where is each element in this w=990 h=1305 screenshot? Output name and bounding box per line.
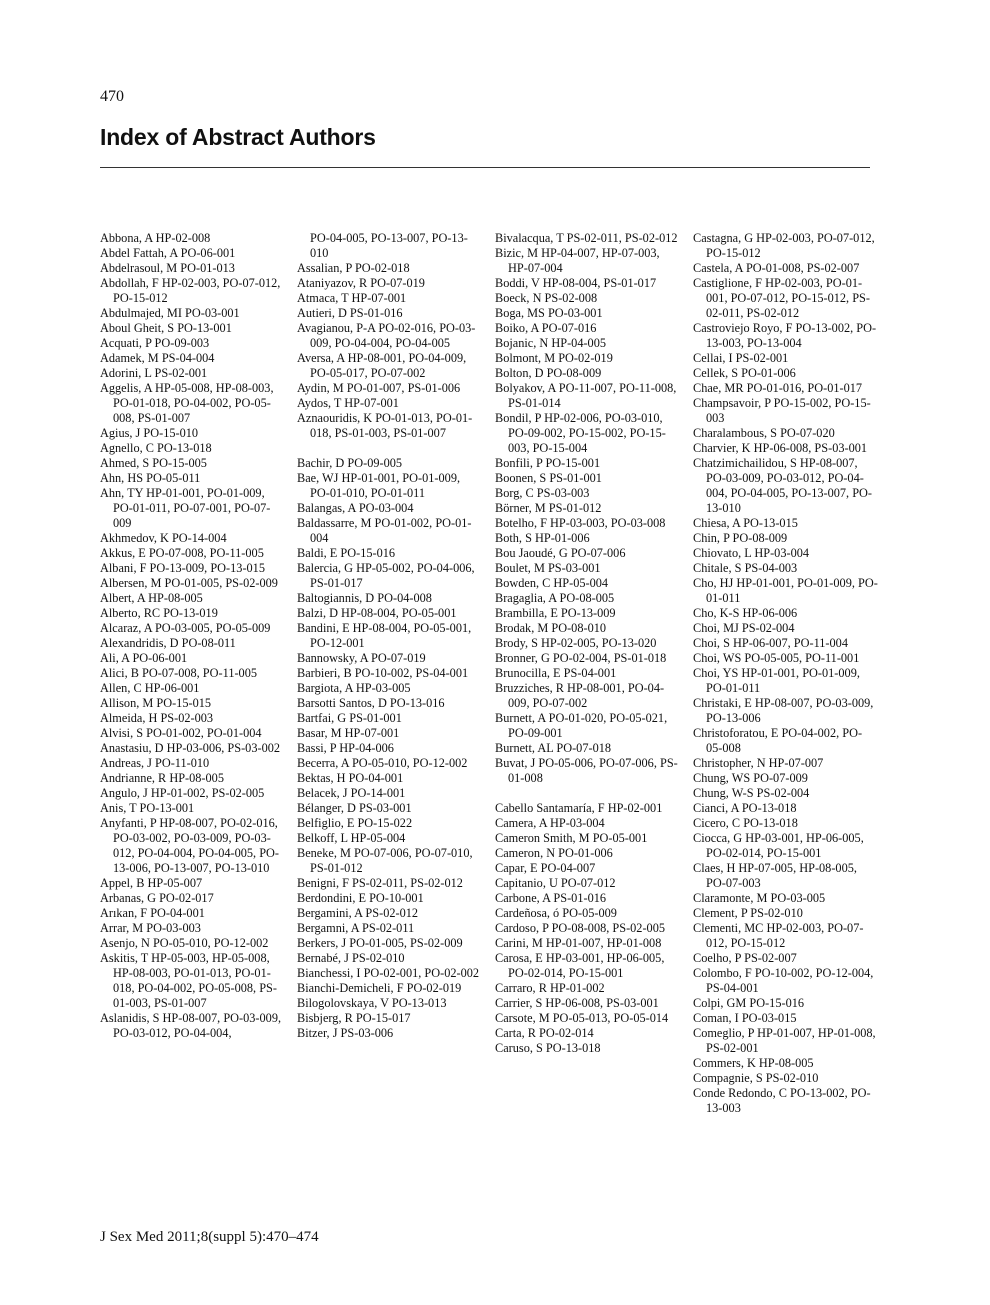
page-title: Index of Abstract Authors [100, 124, 376, 150]
index-entry: Capitanio, U PO-07-012 [495, 876, 616, 890]
index-entry: Cardeñosa, ó PO-05-009 [495, 906, 617, 920]
index-entry: Castela, A PO-01-008, PS-02-007 [693, 261, 860, 275]
index-entry: Boiko, A PO-07-016 [495, 321, 597, 335]
index-entry: Belacek, J PO-14-001 [297, 786, 406, 800]
index-entry: Bélanger, D PS-03-001 [297, 801, 412, 815]
index-entry: Chitale, S PS-04-003 [693, 561, 798, 575]
index-entry: Asenjo, N PO-05-010, PO-12-002 [100, 936, 269, 950]
index-entry: Castroviejo Royo, F PO-13-002, PO-13-003, PO-13-004 [693, 321, 877, 350]
index-entry: Carini, M HP-01-007, HP-01-008 [495, 936, 662, 950]
index-entry: Charalambous, S PO-07-020 [693, 426, 835, 440]
index-entry: Alvisi, S PO-01-002, PO-01-004 [100, 726, 262, 740]
index-entry: Cameron Smith, M PO-05-001 [495, 831, 648, 845]
index-entry: Aydos, T HP-07-001 [297, 396, 399, 410]
index-entry: Abdollah, F HP-02-003, PO-07-012, PO-15-012 [100, 276, 281, 305]
index-entry: Baldi, E PO-15-016 [297, 546, 396, 560]
index-entry: Commers, K HP-08-005 [693, 1056, 814, 1070]
index-entry: Almeida, H PS-02-003 [100, 711, 214, 725]
index-entry: Chiovato, L HP-03-004 [693, 546, 810, 560]
index-entry: Adorini, L PS-02-001 [100, 366, 208, 380]
index-entry: Albani, F PO-13-009, PO-13-015 [100, 561, 265, 575]
index-entry: Claes, H HP-07-005, HP-08-005, PO-07-003 [693, 861, 857, 890]
index-entry: Anyfanti, P HP-08-007, PO-02-016, PO-03-002, PO-03-009, PO-03-012, PO-04-004, PO-04-005, PO-13-006, PO-13-007, PO-13-010 [100, 816, 280, 875]
index-entry: Abdulmajed, MI PO-03-001 [100, 306, 240, 320]
index-entry: Angulo, J HP-01-002, PS-02-005 [100, 786, 265, 800]
index-entry: Baldassarre, M PO-01-002, PO-01-004 [297, 516, 472, 545]
index-entry: Ahmed, S PO-15-005 [100, 456, 207, 470]
index-entry: Barsotti Santos, D PO-13-016 [297, 696, 445, 710]
index-column-2 [297, 231, 482, 1041]
index-entry: Burnett, A PO-01-020, PO-05-021, PO-09-001 [495, 711, 668, 740]
index-entry: Bowden, C HP-05-004 [495, 576, 609, 590]
page-number: 470 [100, 88, 124, 105]
index-entry: Cho, K-S HP-06-006 [693, 606, 798, 620]
index-entry: Boeck, N PS-02-008 [495, 291, 598, 305]
index-entry: Aznaouridis, K PO-01-013, PO-01-018, PS-01-003, PS-01-007 [297, 411, 473, 440]
index-entry: Caruso, S PO-13-018 [495, 1041, 601, 1055]
index-entry: Alici, B PO-07-008, PO-11-005 [100, 666, 258, 680]
index-entry: Buvat, J PO-05-006, PO-07-006, PS-01-008 [495, 756, 678, 785]
index-entry: Comeglio, P HP-01-007, HP-01-008, PS-02-001 [693, 1026, 876, 1055]
index-entry: Colombo, F PO-10-002, PO-12-004, PS-04-001 [693, 966, 874, 995]
index-entry: Allen, C HP-06-001 [100, 681, 200, 695]
index-entry: Bianchessi, I PO-02-001, PO-02-002 [297, 966, 480, 980]
index-entry: Abbona, A HP-02-008 [100, 231, 211, 245]
index-entry: Burnett, AL PO-07-018 [495, 741, 612, 755]
index-entry: Bernabé, J PS-02-010 [297, 951, 405, 965]
index-entry: Akhmedov, K PO-14-004 [100, 531, 227, 545]
index-entry: Boddi, V HP-08-004, PS-01-017 [495, 276, 657, 290]
index-entry: Coman, I PO-03-015 [693, 1011, 797, 1025]
index-entry: Cho, HJ HP-01-001, PO-01-009, PO-01-011 [693, 576, 878, 605]
index-entry: Berkers, J PO-01-005, PS-02-009 [297, 936, 463, 950]
index-entry: Andrianne, R HP-08-005 [100, 771, 224, 785]
index-entry: Albersen, M PO-01-005, PS-02-009 [100, 576, 278, 590]
index-entry: Christoforatou, E PO-04-002, PO-05-008 [693, 726, 863, 755]
index-entry: Cardoso, P PO-08-008, PS-02-005 [495, 921, 666, 935]
index-entry: Agius, J PO-15-010 [100, 426, 199, 440]
index-entry: Chae, MR PO-01-016, PO-01-017 [693, 381, 863, 395]
index-entry: Bachir, D PO-09-005 [297, 456, 403, 470]
index-entry: Castiglione, F HP-02-003, PO-01-001, PO-07-012, PO-15-012, PS-02-011, PS-02-012 [693, 276, 870, 320]
index-entry: Bassi, P HP-04-006 [297, 741, 394, 755]
index-entry: Carrier, S HP-06-008, PS-03-001 [495, 996, 659, 1010]
index-entry: Carsote, M PO-05-013, PO-05-014 [495, 1011, 669, 1025]
index-entry: Anastasiu, D HP-03-006, PS-03-002 [100, 741, 281, 755]
index-entry: Anis, T PO-13-001 [100, 801, 195, 815]
index-entry: PO-04-005, PO-13-007, PO-13-010 [310, 231, 468, 260]
index-entry: Bannowsky, A PO-07-019 [297, 651, 426, 665]
index-entry: Choi, MJ PS-02-004 [693, 621, 795, 635]
index-entry: Choi, WS PO-05-005, PO-11-001 [693, 651, 860, 665]
index-entry: Aboul Gheit, S PO-13-001 [100, 321, 232, 335]
index-entry: Bergamni, A PS-02-011 [297, 921, 415, 935]
index-entry: Bargiota, A HP-03-005 [297, 681, 411, 695]
index-entry: Chin, P PO-08-009 [693, 531, 788, 545]
index-entry: Baltogiannis, D PO-04-008 [297, 591, 432, 605]
index-entry: Bolyakov, A PO-11-007, PO-11-008, PS-01-014 [495, 381, 677, 410]
index-entry: Castagna, G HP-02-003, PO-07-012, PO-15-012 [693, 231, 875, 260]
index-entry: Choi, S HP-06-007, PO-11-004 [693, 636, 848, 650]
index-entry: Boonen, S PS-01-001 [495, 471, 602, 485]
index-entry: Borg, C PS-03-003 [495, 486, 590, 500]
index-entry: Brunocilla, E PS-04-001 [495, 666, 617, 680]
index-entry: Albert, A HP-08-005 [100, 591, 203, 605]
index-entry: Bondil, P HP-02-006, PO-03-010, PO-09-002, PO-15-002, PO-15-003, PO-15-004 [495, 411, 666, 455]
index-entry: Belfiglio, E PO-15-022 [297, 816, 413, 830]
index-entry: Bandini, E HP-08-004, PO-05-001, PO-12-001 [297, 621, 472, 650]
index-entry: Avagianou, P-A PO-02-016, PO-03-009, PO-04-004, PO-04-005 [297, 321, 476, 350]
index-entry: Camera, A HP-03-004 [495, 816, 605, 830]
index-entry: Bitzer, J PS-03-006 [297, 1026, 394, 1040]
index-entry: Ciocca, G HP-03-001, HP-06-005, PO-02-014, PO-15-001 [693, 831, 864, 860]
index-entry: Cicero, C PO-13-018 [693, 816, 798, 830]
index-column-4 [693, 231, 878, 1116]
index-entry: Atmaca, T HP-07-001 [297, 291, 407, 305]
index-entry: Carta, R PO-02-014 [495, 1026, 594, 1040]
index-entry: Bartfai, G PS-01-001 [297, 711, 402, 725]
index-entry: Colpi, GM PO-15-016 [693, 996, 805, 1010]
index-entry: Brody, S HP-02-005, PO-13-020 [495, 636, 657, 650]
index-entry: Bolton, D PO-08-009 [495, 366, 602, 380]
index-entry: Beneke, M PO-07-006, PO-07-010, PS-01-012 [297, 846, 473, 875]
index-entry: Chiesa, A PO-13-015 [693, 516, 798, 530]
index-entry: Autieri, D PS-01-016 [297, 306, 403, 320]
index-entry: Allison, M PO-15-015 [100, 696, 212, 710]
index-entry: Bragaglia, A PO-08-005 [495, 591, 615, 605]
index-entry: Alcaraz, A PO-03-005, PO-05-009 [100, 621, 271, 635]
index-entry: Both, S HP-01-006 [495, 531, 590, 545]
index-entry: Alberto, RC PO-13-019 [100, 606, 218, 620]
index-entry: Ahn, TY HP-01-001, PO-01-009, PO-01-011, PO-07-001, PO-07-009 [100, 486, 271, 530]
index-entry: Andreas, J PO-11-010 [100, 756, 210, 770]
index-entry: Clementi, MC HP-02-003, PO-07-012, PO-15-012 [693, 921, 864, 950]
index-entry: Ataniyazov, R PO-07-019 [297, 276, 425, 290]
index-entry: Balangas, A PO-03-004 [297, 501, 414, 515]
index-entry: Adamek, M PS-04-004 [100, 351, 215, 365]
index-entry: Barbieri, B PO-10-002, PS-04-001 [297, 666, 469, 680]
index-entry: Christaki, E HP-08-007, PO-03-009, PO-13-006 [693, 696, 874, 725]
index-entry: Bivalacqua, T PS-02-011, PS-02-012 [495, 231, 678, 245]
index-entry: Bilogolovskaya, V PO-13-013 [297, 996, 447, 1010]
index-entry: Cabello Santamaría, F HP-02-001 [495, 801, 663, 815]
index-entry: Champsavoir, P PO-15-002, PO-15-003 [693, 396, 871, 425]
title-divider [100, 167, 870, 168]
index-entry: Benigni, F PS-02-011, PS-02-012 [297, 876, 463, 890]
index-entry: Brodak, M PO-08-010 [495, 621, 607, 635]
index-entry: Becerra, A PO-05-010, PO-12-002 [297, 756, 468, 770]
index-entry: Conde Redondo, C PO-13-002, PO-13-003 [693, 1086, 871, 1115]
index-entry: Aydin, M PO-01-007, PS-01-006 [297, 381, 461, 395]
index-entry: Boulet, M PS-03-001 [495, 561, 601, 575]
index-entry: Cameron, N PO-01-006 [495, 846, 613, 860]
index-entry: Ali, A PO-06-001 [100, 651, 188, 665]
index-entry: Abdel Fattah, A PO-06-001 [100, 246, 236, 260]
index-entry: Basar, M HP-07-001 [297, 726, 400, 740]
index-entry: Chung, WS PO-07-009 [693, 771, 808, 785]
index-entry: Aggelis, A HP-05-008, HP-08-003, PO-01-018, PO-04-002, PO-05-008, PS-01-007 [100, 381, 274, 425]
index-entry: Agnello, C PO-13-018 [100, 441, 212, 455]
index-entry: Appel, B HP-05-007 [100, 876, 203, 890]
index-entry: Balercia, G HP-05-002, PO-04-006, PS-01-017 [297, 561, 475, 590]
index-entry: Bronner, G PO-02-004, PS-01-018 [495, 651, 667, 665]
index-entry: Bizic, M HP-04-007, HP-07-003, HP-07-004 [495, 246, 660, 275]
index-entry: Carraro, R HP-01-002 [495, 981, 605, 995]
index-entry: Aversa, A HP-08-001, PO-04-009, PO-05-017, PO-07-002 [297, 351, 467, 380]
index-entry: Acquati, P PO-09-003 [100, 336, 210, 350]
index-entry: Choi, YS HP-01-001, PO-01-009, PO-01-011 [693, 666, 860, 695]
index-entry: Berdondini, E PO-10-001 [297, 891, 424, 905]
index-entry: Chatzimichailidou, S HP-08-007, PO-03-009, PO-03-012, PO-04-004, PO-04-005, PO-13-007, PO-13-010 [693, 456, 873, 515]
index-entry: Bou Jaoudé, G PO-07-006 [495, 546, 626, 560]
index-entry: Bruzziches, R HP-08-001, PO-04-009, PO-07-002 [495, 681, 665, 710]
index-entry: Carosa, E HP-03-001, HP-06-005, PO-02-014, PO-15-001 [495, 951, 665, 980]
index-entry: Askitis, T HP-05-003, HP-05-008, HP-08-003, PO-01-013, PO-01-018, PO-04-002, PO-05-008, PS-01-003, PS-01-007 [100, 951, 277, 1010]
index-entry: Akkus, E PO-07-008, PO-11-005 [100, 546, 264, 560]
index-entry: Chung, W-S PS-02-004 [693, 786, 810, 800]
index-entry: Cellai, I PS-02-001 [693, 351, 789, 365]
index-entry: Assalian, P PO-02-018 [297, 261, 410, 275]
index-entry: Abdelrasoul, M PO-01-013 [100, 261, 235, 275]
index-entry: Bae, WJ HP-01-001, PO-01-009, PO-01-010, PO-01-011 [297, 471, 461, 500]
index-entry: Arıkan, F PO-04-001 [100, 906, 205, 920]
index-entry: Bisbjerg, R PO-15-017 [297, 1011, 411, 1025]
index-entry: Belkoff, L HP-05-004 [297, 831, 406, 845]
index-entry: Bektas, H PO-04-001 [297, 771, 404, 785]
index-entry: Brambilla, E PO-13-009 [495, 606, 616, 620]
index-entry: Carbone, A PS-01-016 [495, 891, 607, 905]
index-entry: Arbanas, G PO-02-017 [100, 891, 214, 905]
index-entry: Clement, P PS-02-010 [693, 906, 803, 920]
index-entry: Cellek, S PO-01-006 [693, 366, 796, 380]
index-entry: Alexandridis, D PO-08-011 [100, 636, 236, 650]
index-entry: Aslanidis, S HP-08-007, PO-03-009, PO-03-012, PO-04-004, [100, 1011, 282, 1040]
index-entry: Börner, M PS-01-012 [495, 501, 602, 515]
journal-citation: J Sex Med 2011;8(suppl 5):470–474 [100, 1229, 319, 1245]
index-entry: Balzi, D HP-08-004, PO-05-001 [297, 606, 457, 620]
index-entry: Bianchi-Demicheli, F PO-02-019 [297, 981, 462, 995]
index-entry: Charvier, K HP-06-008, PS-03-001 [693, 441, 868, 455]
index-entry: Bonfili, P PO-15-001 [495, 456, 601, 470]
index-column-3 [495, 231, 680, 1056]
index-entry: Coelho, P PS-02-007 [693, 951, 797, 965]
index-entry: Arrar, M PO-03-003 [100, 921, 201, 935]
index-column-1 [100, 231, 285, 1041]
index-entry: Bolmont, M PO-02-019 [495, 351, 613, 365]
index-entry: Cianci, A PO-13-018 [693, 801, 797, 815]
index-entry: Capar, E PO-04-007 [495, 861, 596, 875]
index-entry: Ahn, HS PO-05-011 [100, 471, 201, 485]
index-entry: Christopher, N HP-07-007 [693, 756, 824, 770]
index-entry: Claramonte, M PO-03-005 [693, 891, 826, 905]
index-entry: Botelho, F HP-03-003, PO-03-008 [495, 516, 666, 530]
index-entry: Bergamini, A PS-02-012 [297, 906, 419, 920]
index-entry: Compagnie, S PS-02-010 [693, 1071, 819, 1085]
index-entry: Boga, MS PO-03-001 [495, 306, 603, 320]
index-entry: Bojanic, N HP-04-005 [495, 336, 607, 350]
